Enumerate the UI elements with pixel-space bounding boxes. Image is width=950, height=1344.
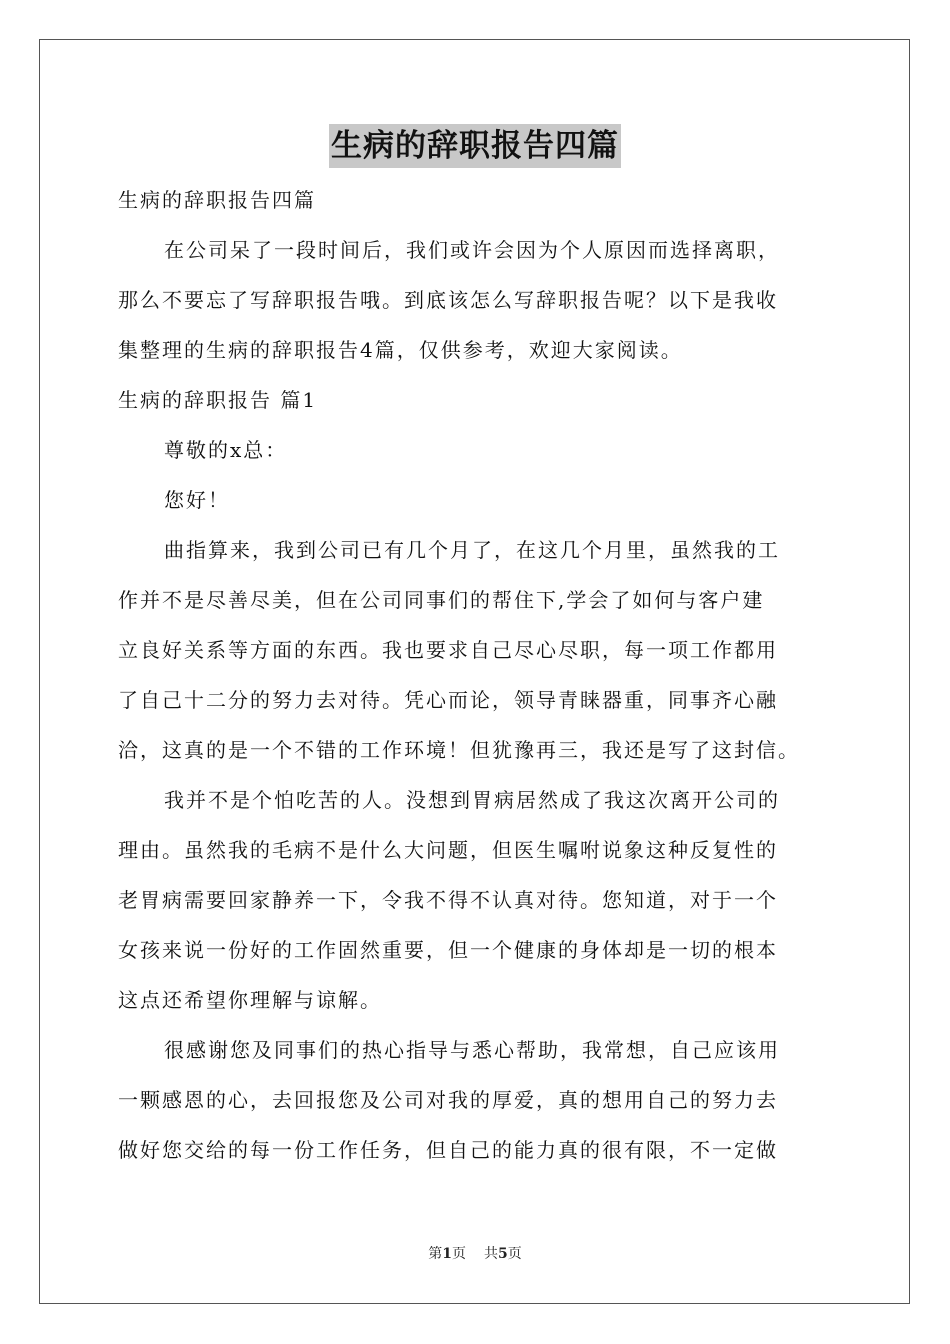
- page-footer: [0, 1243, 950, 1263]
- text-line: 生病的辞职报告四篇: [118, 188, 316, 212]
- text-line: 那么不要忘了写辞职报告哦。到底该怎么写辞职报告呢？以下是我收: [118, 288, 778, 312]
- text-line: 一颗感恩的心，去回报您及公司对我的厚爱，真的想用自己的努力去: [118, 1088, 778, 1112]
- page-suffix: 页: [452, 1246, 466, 1262]
- text-line: 做好您交给的每一份工作任务，但自己的能力真的很有限，不一定做: [118, 1138, 778, 1162]
- text-line: 了自己十二分的努力去对待。凭心而论，领导青睐器重，同事齐心融: [118, 688, 778, 712]
- text-line: 尊敬的x总：: [164, 438, 288, 462]
- text-line: 您好！: [164, 488, 230, 512]
- text-line: 在公司呆了一段时间后，我们或许会因为个人原因而选择离职，: [164, 238, 780, 262]
- text-line: 我并不是个怕吃苦的人。没想到胃病居然成了我这次离开公司的: [164, 788, 780, 812]
- total-page-count: 5: [498, 1246, 508, 1262]
- text-line: 老胃病需要回家静养一下，令我不得不认真对待。您知道，对于一个: [118, 888, 778, 912]
- text-line: 洽，这真的是一个不错的工作环境！但犹豫再三，我还是写了这封信。: [118, 738, 800, 762]
- text-line: 女孩来说一份好的工作固然重要，但一个健康的身体却是一切的根本: [118, 938, 778, 962]
- title-container: [0, 124, 950, 168]
- text-line: 理由。虽然我的毛病不是什么大问题，但医生嘱咐说象这种反复性的: [118, 838, 778, 862]
- document-title: 生病的辞职报告四篇: [329, 124, 621, 168]
- text-line: 生病的辞职报告 篇1: [118, 388, 318, 412]
- document-body: [118, 177, 838, 1177]
- current-page-number: 1: [442, 1246, 452, 1262]
- text-line: 作并不是尽善尽美，但在公司同事们的帮住下,学会了如何与客户建: [118, 588, 765, 612]
- text-line: 很感谢您及同事们的热心指导与悉心帮助，我常想，自己应该用: [164, 1038, 780, 1062]
- total-suffix: 页: [507, 1246, 522, 1262]
- text-line: 立良好关系等方面的东西。我也要求自己尽心尽职，每一项工作都用: [118, 638, 778, 662]
- total-prefix: 共: [484, 1246, 498, 1262]
- text-line: 这点还希望你理解与谅解。: [118, 988, 382, 1012]
- text-line: 曲指算来，我到公司已有几个月了，在这几个月里，虽然我的工: [164, 538, 780, 562]
- page-prefix: 第: [428, 1246, 443, 1262]
- text-line: 集整理的生病的辞职报告4篇，仅供参考，欢迎大家阅读。: [118, 338, 683, 362]
